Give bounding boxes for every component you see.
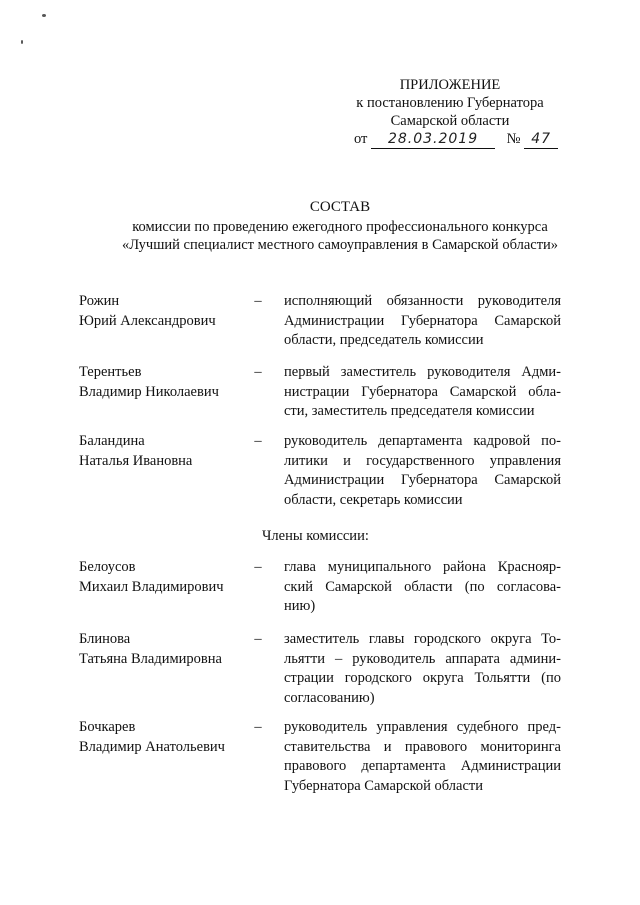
separator-dash: – (254, 433, 262, 449)
member-name (79, 630, 249, 669)
role-line: правового департамента Администрации (284, 758, 561, 774)
member-given-names: Владимир Николаевич (79, 383, 219, 400)
appendix-date-row (354, 130, 560, 149)
role-line: руководитель департамента кадровой по- (284, 433, 561, 449)
members-heading: Члены комиссии: (262, 528, 369, 544)
member-given-names: Михаил Владимирович (79, 578, 224, 595)
role-line: льятти – руководитель аппарата админи- (284, 650, 561, 667)
separator-dash: – (254, 293, 262, 309)
member-surname: Белоусов (79, 559, 136, 575)
role-line: сти, заместитель председателя комиссии (284, 403, 535, 419)
role-line: глава муниципального района Краснояр- (284, 559, 561, 575)
role-line: страции городского округа Тольятти (по (284, 670, 561, 686)
member-given-names: Наталья Ивановна (79, 452, 193, 469)
member-name (79, 292, 249, 331)
member-surname: Блинова (79, 631, 131, 647)
separator-dash: – (254, 364, 262, 380)
separator-dash: – (254, 559, 262, 575)
role-line: Губернатора Самарской области (284, 777, 484, 794)
document-subtitle-line1: комиссии по проведению ежегодного профессионального конкурса (132, 219, 548, 235)
member-role (284, 718, 561, 796)
role-line: Администрации Губернатора Самарской (284, 472, 561, 488)
role-line: первый заместитель руководителя Адми- (284, 364, 561, 380)
member-name (79, 432, 249, 471)
role-line: нию) (284, 598, 316, 614)
member-surname: Баландина (79, 433, 145, 449)
number-prefix: № (506, 131, 521, 147)
separator-dash: – (254, 719, 262, 735)
appendix-title: ПРИЛОЖЕНИЕ (399, 77, 501, 93)
scan-speck (42, 14, 46, 17)
member-surname: Бочкарев (79, 719, 136, 735)
document-subtitle-line2: «Лучший специалист местного самоуправления в Самарской области» (121, 237, 559, 253)
role-line: ский Самарской области (по согласова- (284, 578, 561, 595)
member-given-names: Владимир Анатольевич (79, 738, 225, 755)
appendix-region-line: Самарской области (390, 113, 510, 129)
appendix-resolution-line: к постановлению Губернатора (356, 95, 544, 111)
role-line: Администрации Губернатора Самарской (284, 312, 561, 329)
handwritten-number: 47 (524, 130, 558, 149)
member-role (284, 363, 561, 422)
document-heading (60, 198, 620, 254)
role-line: литики и государственного управления (284, 452, 561, 469)
role-line: области, секретарь комиссии (284, 491, 463, 508)
member-role (284, 558, 561, 617)
role-line: исполняющий обязанности руководителя (284, 293, 561, 309)
document-title: СОСТАВ (309, 199, 371, 215)
member-role (284, 292, 561, 351)
date-prefix: от (354, 131, 368, 147)
member-surname: Терентьев (79, 364, 142, 380)
role-line: ставительства и правового мониторинга (284, 738, 561, 755)
member-name (79, 718, 249, 757)
role-line: нистрации Губернатора Самарской обла- (284, 383, 561, 400)
role-line: согласованию) (284, 689, 375, 706)
member-name (79, 558, 249, 597)
member-given-names: Татьяна Владимировна (79, 650, 222, 667)
scan-speck (21, 40, 23, 44)
member-role (284, 630, 561, 708)
member-surname: Рожин (79, 293, 120, 309)
role-line: заместитель главы городского округа То- (284, 631, 561, 647)
member-given-names: Юрий Александрович (79, 312, 216, 329)
role-line: руководитель управления судебного пред- (284, 719, 561, 735)
separator-dash: – (254, 631, 262, 647)
member-role (284, 432, 561, 510)
role-line: области, председатель комиссии (284, 332, 484, 348)
member-name (79, 363, 249, 402)
appendix-block (340, 76, 560, 149)
handwritten-date: 28.03.2019 (371, 130, 495, 149)
